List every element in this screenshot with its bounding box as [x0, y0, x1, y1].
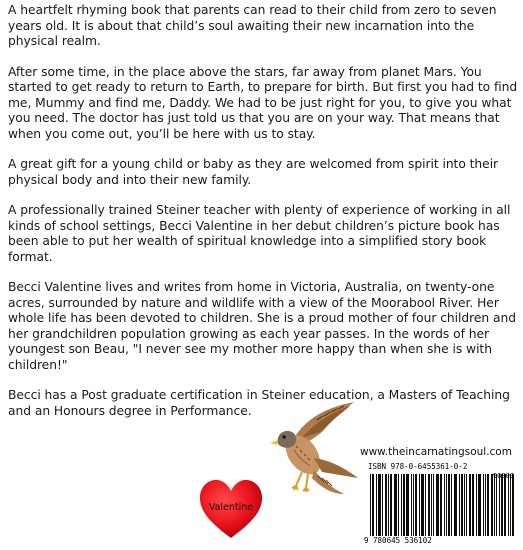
barcode-bar	[451, 474, 452, 536]
barcode-bar	[459, 474, 460, 536]
barcode-bar	[436, 474, 437, 536]
barcode-bar	[394, 474, 395, 536]
barcode-bar	[470, 474, 471, 536]
barcode-bar	[494, 474, 495, 536]
blurb-paragraph-5: Becci Valentine lives and writes from home in Victoria, Australia, on twenty-one acres, surrounded by nature and wildlife with a view of the Moorabool River. Her whole life has been devoted to children. She is a proud mother of four children and her grandchildren population growing as each year passes. In the words of her youngest son Beau, "I never see my mother more happy than when she is with children!"	[8, 280, 516, 372]
barcode-bar	[403, 474, 404, 536]
barcode-bar	[478, 474, 479, 536]
barcode-bar	[438, 474, 439, 536]
blurb-paragraph-4: A professionally trained Steiner teacher with plenty of experience of working in all kinds of school settings, Becci Valentine in her debut children’s picture book has been able to put her wealth of spiritual knowledge into a simplified story book format.	[8, 203, 511, 264]
barcode-bars	[370, 474, 514, 536]
barcode-bar	[479, 474, 480, 536]
price-code: 90000	[492, 472, 514, 480]
barcode-bar	[396, 474, 397, 536]
blurb-paragraph-3: A great gift for a young child or baby as they are welcomed from spirit into their physical body and into their new family.	[8, 157, 499, 187]
barcode-bar	[472, 474, 473, 536]
barcode-bar	[454, 474, 455, 536]
barcode-bar	[499, 474, 500, 536]
barcode-bar	[404, 474, 405, 536]
barcode-bar	[501, 474, 502, 536]
barcode-bar	[440, 474, 441, 536]
barcode-bar	[466, 474, 467, 536]
barcode-bar	[455, 474, 456, 536]
heart-logo-text: Valentine	[208, 502, 254, 513]
barcode-bar	[461, 474, 462, 536]
barcode-bar	[370, 474, 371, 536]
barcode-bar	[488, 474, 489, 536]
barcode-bar	[422, 474, 423, 536]
barcode-bar	[441, 474, 442, 536]
barcode-bar	[428, 474, 429, 536]
barcode-bar	[388, 474, 389, 536]
barcode-bar	[483, 474, 484, 536]
barcode-bar	[446, 474, 447, 536]
barcode-bar	[485, 474, 486, 536]
barcode-bar	[449, 474, 450, 536]
blurb-paragraph-2: After some time, in the place above the stars, far away from planet Mars. You started to get ready to return to Earth, to prepare for birth. But first you had to find me, Mummy and find me, Daddy. We had to be just right for you, to give you what you need. The doctor has just told us that you are on your way. That means that when you come out, you’ll be here with us to stay.	[8, 64, 518, 141]
barcode-bar	[444, 474, 445, 536]
barcode-bar	[401, 474, 402, 536]
barcode-bar	[491, 474, 492, 536]
barcode-bar	[504, 474, 505, 536]
barcode-bar	[496, 474, 497, 536]
barcode-bar	[415, 474, 416, 536]
barcode-bar	[391, 474, 392, 536]
barcode-bar	[395, 474, 396, 536]
barcode-bar	[480, 474, 481, 536]
barcode-bar	[413, 474, 414, 536]
barcode-bar	[372, 474, 373, 536]
back-cover-blurb	[8, 3, 518, 434]
barcode-bar	[510, 474, 511, 536]
barcode-bar	[512, 474, 513, 536]
barcode-bar	[379, 474, 380, 536]
barcode-bar	[421, 474, 422, 536]
blurb-paragraph-6: Becci has a Post graduate certification in Steiner education, a Masters of Teaching and an Honours degree in Performance.	[8, 388, 510, 418]
barcode-bar	[423, 474, 424, 536]
barcode-bar	[513, 474, 514, 536]
blurb-paragraph-1: A heartfelt rhyming book that parents can read to their child from zero to seven years old. It is about that child’s soul awaiting their new incarnation into the physical realm.	[8, 3, 497, 48]
barcode-bar	[429, 474, 430, 536]
barcode-bar	[411, 474, 412, 536]
barcode-bar	[502, 474, 503, 536]
barcode-bar	[492, 474, 493, 536]
barcode-bar	[419, 474, 420, 536]
barcode-bar	[487, 474, 488, 536]
barcode-bar	[431, 474, 432, 536]
barcode-bar	[505, 474, 506, 536]
barcode-bar	[382, 474, 383, 536]
barcode-bar	[425, 474, 426, 536]
barcode-bar	[508, 474, 509, 536]
barcode-bar	[456, 474, 457, 536]
website-url: www.theincarnatingsoul.com	[360, 446, 512, 458]
ean-digits: 9 780645 536102	[364, 536, 432, 545]
barcode-bar	[406, 474, 407, 536]
barcode-bar	[408, 474, 409, 536]
barcode-bar	[469, 474, 470, 536]
barcode-bar	[373, 474, 374, 536]
barcode-bar	[448, 474, 449, 536]
barcode-bar	[390, 474, 391, 536]
barcode-bar	[378, 474, 379, 536]
barcode-bar	[462, 474, 463, 536]
barcode-bar	[473, 474, 474, 536]
barcode-bar	[386, 474, 387, 536]
barcode-bar	[433, 474, 434, 536]
barcode-bar	[476, 474, 477, 536]
barcode-bar	[416, 474, 417, 536]
barcode-bar	[380, 474, 381, 536]
barcode-bar	[437, 474, 438, 536]
isbn-barcode	[364, 462, 516, 546]
barcode-bar	[407, 474, 408, 536]
barcode-bar	[385, 474, 386, 536]
barcode-bar	[398, 474, 399, 536]
barcode-bar	[464, 474, 465, 536]
falcon-illustration-icon	[262, 400, 362, 500]
barcode-bar	[376, 474, 377, 536]
isbn-label: ISBN 978-0-6455361-0-2	[368, 462, 468, 471]
